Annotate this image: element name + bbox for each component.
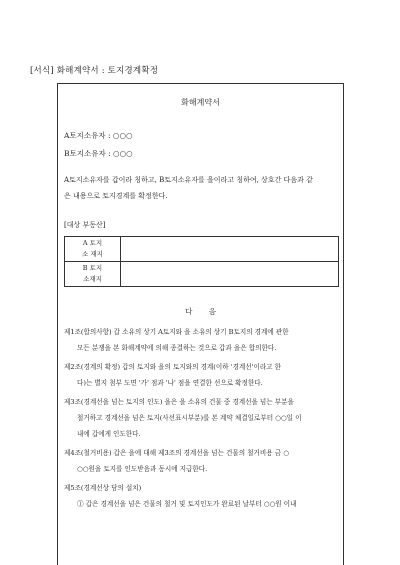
article-line: 제1조(합의사항) 갑 소유의 상기 A토지와 을 소유의 상기 B토지의 경계에 관한 — [64, 328, 289, 336]
intro-line-2: 은 내용으로 토지경계를 확정한다. — [64, 192, 168, 200]
article-line: 제4조(철거비용) 갑은 을에 대해 제3조의 경계선을 넘는 건물의 철거비용 금 ○ — [64, 449, 289, 457]
contract-document — [57, 83, 344, 565]
owner-b: B토지소유자 : ○○○ — [64, 149, 133, 158]
article-4 — [64, 445, 344, 477]
table-row — [65, 262, 339, 287]
article-line: 제3조(경계선을 넘는 토지의 인도) 을은 을 소유의 건물 중 경계선을 넘는 부분을 — [64, 398, 294, 406]
label-line: B 토지 — [82, 264, 103, 272]
article-line: 다)는 별지 첨부 도면 '가' 점과 '나' 점을 연결한 선으로 확정한다. — [77, 379, 263, 387]
article-line: 제2조(경계의 확정) 갑의 토지와 을의 토지와의 경계(이하 '경계선'이라고 한 — [64, 363, 282, 371]
property-section-label: [대상 부동산] — [64, 221, 106, 229]
article-line: ○○원을 토지를 인도받음과 동시에 지급한다. — [77, 465, 208, 473]
article-3 — [64, 394, 344, 442]
intro-line-1: A토지소유자를 갑이라 칭하고, B토지소유자를 을이라고 칭하여, 상호간 다음과 같 — [64, 176, 313, 184]
article-line: 철거하고 경계선을 넘은 토지(사선표시부분)를 본 계약 체결일로부터 ○○일 이 — [77, 414, 302, 422]
label-line: 소재지 — [83, 275, 102, 283]
property-value-a — [121, 237, 339, 262]
table-row — [65, 237, 339, 262]
property-label-b — [65, 262, 121, 287]
article-line: 제5조(경계선상 담의 설치) — [64, 484, 142, 492]
clauses-heading: 다 음 — [185, 307, 216, 316]
label-line: A 토지 — [82, 239, 103, 247]
property-table — [64, 236, 339, 287]
intro-paragraph — [64, 172, 340, 204]
article-1 — [64, 324, 344, 356]
label-line: 소 재지 — [82, 250, 103, 258]
article-line: 내에 갑에게 인도한다. — [77, 430, 141, 438]
property-label-a — [65, 237, 121, 262]
article-2 — [64, 359, 344, 391]
form-label: [서식] 화해계약서 : 토지경계확정 — [30, 66, 159, 76]
article-5 — [64, 480, 344, 512]
owner-a: A토지소유자 : ○○○ — [64, 131, 133, 140]
document-title: 화해계약서 — [181, 98, 220, 107]
article-line: ① 갑은 경계선을 넘은 건물의 철거 및 토지인도가 완료된 날부터 ○○원 이내 — [77, 500, 297, 508]
article-line: 모든 분쟁을 본 화해계약에 의해 종결하는 것으로 갑과 을은 합의한다. — [77, 344, 277, 352]
property-value-b — [121, 262, 339, 287]
